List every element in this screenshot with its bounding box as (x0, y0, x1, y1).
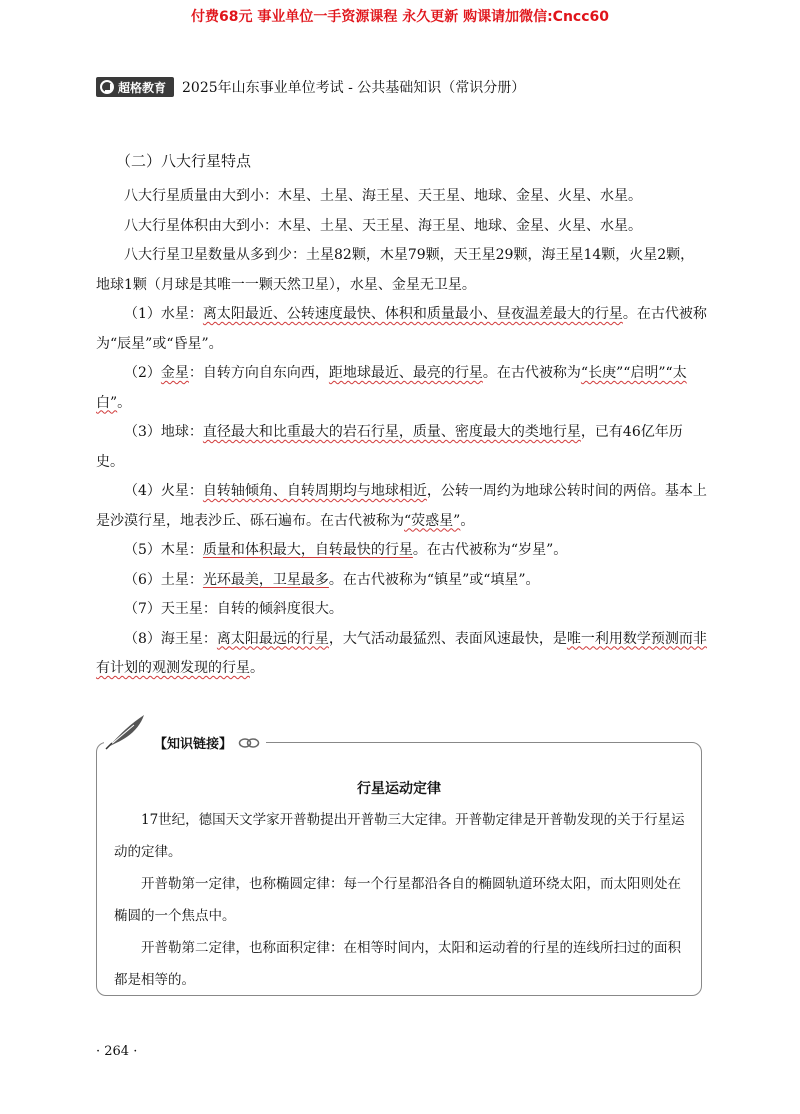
knowledge-line: 开普勒第一定律，也称椭圆定律：每一个行星都沿各自的椭圆轨道环绕太阳，而太阳则处在椭圆的一个焦点中。 (114, 876, 681, 924)
knowledge-body (114, 804, 688, 996)
paragraph-saturn: （6）土星：光环最美，卫星最多。在古代被称为“镇星”或“填星”。 (124, 571, 540, 588)
knowledge-line: 开普勒第二定律，也称面积定律：在相等时间内，太阳和运动着的行星的连线所扫过的面积都是相等的。 (114, 940, 681, 988)
book-title: 2025年山东事业单位考试 - 公共基础知识（常识分册） (182, 80, 526, 96)
paragraph-satellite-count: 八大行星卫星数量从多到少：土星82颗，木星79颗，天王星29颗，海王星14颗，火星2颗，地球1颗（月球是其唯一一颗天然卫星），水星、金星无卫星。 (96, 247, 695, 293)
page-header (96, 76, 716, 98)
promo-banner: 付费68元 事业单位一手资源课程 永久更新 购课请加微信:Cncc60 (190, 9, 610, 25)
paragraph-jupiter: （5）木星：质量和体积最大，自转最快的行星。在古代被称为“岁星”。 (124, 542, 568, 558)
knowledge-link-text: 【知识链接】 (154, 737, 233, 752)
logo-check-icon (100, 80, 114, 94)
paragraph-venus: （2）金星：自转方向自东向西，距地球最近、最亮的行星。在古代被称为“长庚”“启明”“太白”。 (96, 365, 687, 411)
knowledge-link-label (104, 733, 266, 752)
paragraph-mercury: （1）水星：离太阳最近、公转速度最快、体积和质量最小、昼夜温差最大的行星。在古代被称为“辰星”或“昏星”。 (96, 306, 707, 352)
paragraph-uranus: （7）天王星：自转的倾斜度很大。 (124, 601, 343, 617)
paragraph-mass-order: 八大行星质量由大到小：木星、土星、海王星、天王星、地球、金星、火星、水星。 (124, 188, 642, 204)
knowledge-title: 行星运动定律 (357, 781, 441, 797)
feather-icon (104, 713, 148, 751)
chain-link-icon (238, 737, 260, 749)
paragraph-volume-order: 八大行星体积由大到小：木星、土星、天王星、海王星、地球、金星、火星、水星。 (124, 217, 642, 234)
logo-text: 超格教育 (118, 80, 167, 95)
knowledge-line: 17世纪，德国天文学家开普勒提出开普勒三大定律。开普勒定律是开普勒发现的关于行星运动的定律。 (114, 812, 685, 860)
publisher-logo (96, 77, 174, 97)
page-number: · 264 · (96, 1044, 138, 1059)
paragraph-neptune: （8）海王星：离太阳最远的行星，大气活动最猛烈、表面风速最快，是唯一利用数学预测而非有计划的观测发现的行星。 (96, 630, 707, 676)
main-content (96, 182, 708, 684)
paragraph-mars: （4）火星：自转轴倾角、自转周期均与地球相近，公转一周约为地球公转时间的两倍。基本上是沙漠行星，地表沙丘、砾石遍布。在古代被称为“荧惑星”。 (96, 483, 707, 529)
section-title: （二）八大行星特点 (116, 152, 252, 170)
paragraph-earth: （3）地球：直径最大和比重最大的岩石行星，质量、密度最大的类地行星，已有46亿年历史。 (96, 424, 683, 470)
